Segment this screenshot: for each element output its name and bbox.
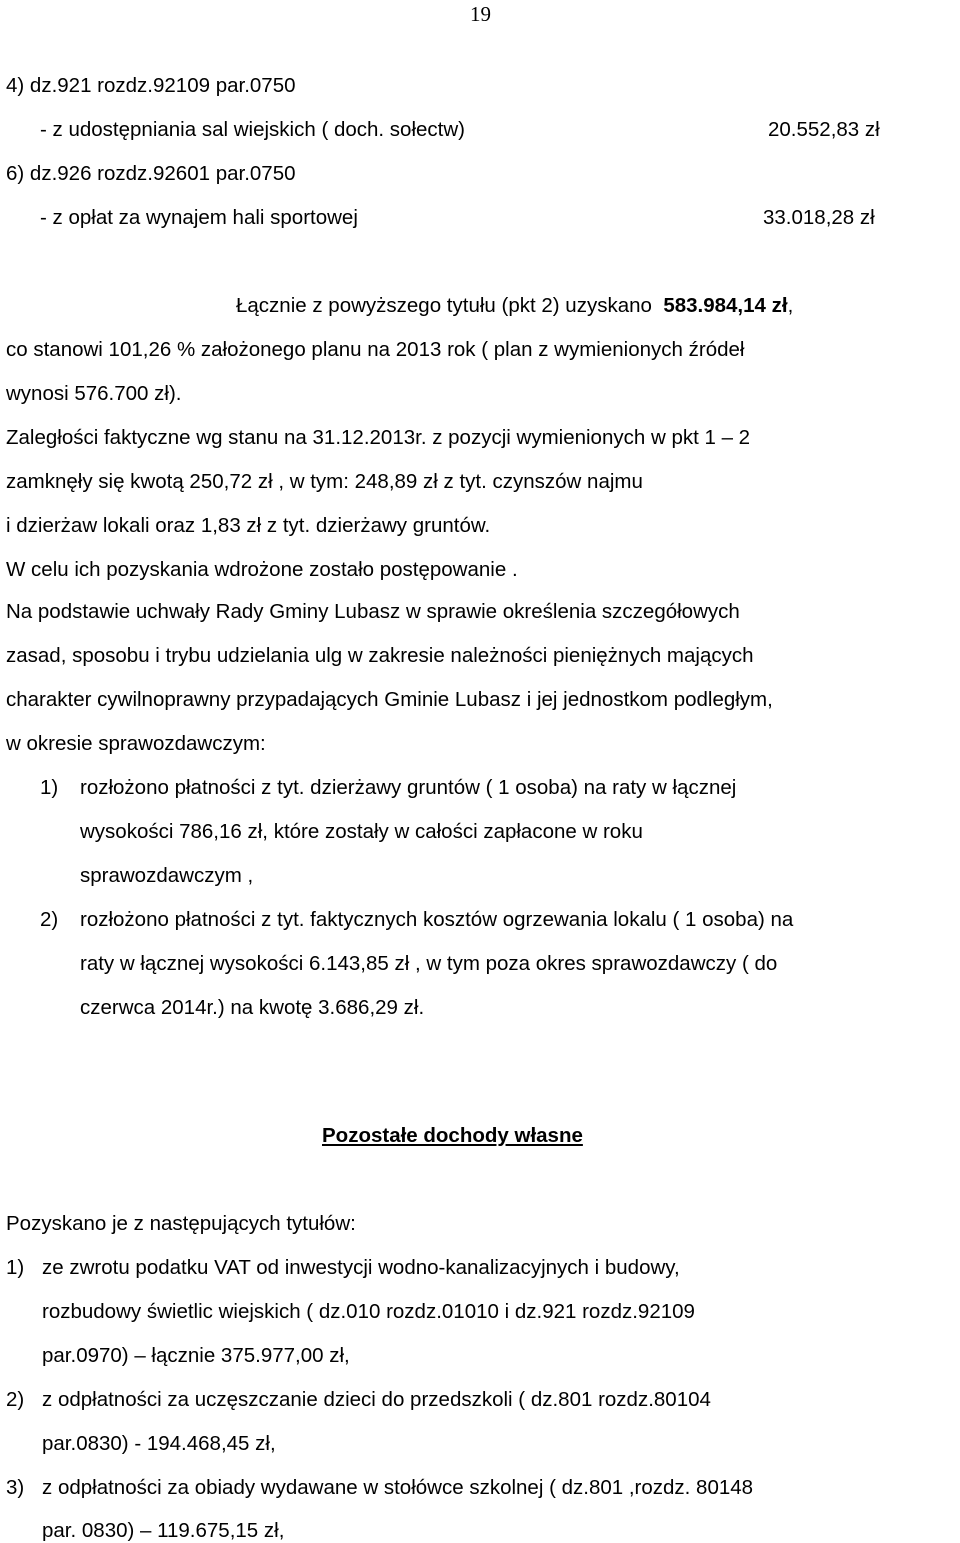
page-number: 19 [470,2,491,26]
list-item-text: wysokości 786,16 zł, które zostały w całości zapłacone w roku [80,820,643,843]
summary-line-2: co stanowi 101,26 % założonego planu na 2013 rok ( plan z wymienionych źródeł [6,338,745,361]
list-item-text: sprawozdawczym , [80,864,254,887]
resolution-line-1: Na podstawie uchwały Rady Gminy Lubasz w sprawie określenia szczegółowych [6,600,740,623]
item-4-heading: 4) dz.921 rozdz.92109 par.0750 [6,74,296,97]
arrears-line-2: zamknęły się kwotą 250,72 zł , w tym: 248,89 zł z tyt. czynszów najmu [6,470,643,493]
section-heading: Pozostałe dochody własne [322,1124,583,1147]
list-item-text: raty w łącznej wysokości 6.143,85 zł , w tym poza okres sprawozdawczy ( do [80,952,778,975]
resolution-line-3: charakter cywilnoprawny przypadających Gminie Lubasz i jej jednostkom podległym, [6,688,773,711]
item-4-amount: 20.552,83 zł [768,118,880,141]
list-item-text: par. 0830) – 119.675,15 zł, [42,1519,285,1542]
list-item-text: par.0970) – łącznie 375.977,00 zł, [42,1344,350,1367]
list-item-text: rozłożono płatności z tyt. dzierżawy gruntów ( 1 osoba) na raty w łącznej [80,776,737,799]
summary-line-3: wynosi 576.700 zł). [6,382,182,405]
list-number: 3) [6,1476,25,1499]
list-item-text: z odpłatności za obiady wydawane w stołówce szkolnej ( dz.801 ,rozdz. 80148 [42,1476,754,1499]
summary-amount: 583.984,14 zł [663,294,788,317]
list-item-text: rozbudowy świetlic wiejskich ( dz.010 rozdz.01010 i dz.921 rozdz.92109 [42,1300,695,1323]
summary-text: Łącznie z powyższego tytułu (pkt 2) uzyskano [236,294,652,317]
list-item-text: rozłożono płatności z tyt. faktycznych kosztów ogrzewania lokalu ( 1 osoba) na [80,908,794,931]
item-4-description: - z udostępniania sal wiejskich ( doch. sołectw) [40,118,465,141]
list-item-text: z odpłatności za uczęszczanie dzieci do przedszkoli ( dz.801 rozdz.80104 [42,1388,711,1411]
item-6-description: - z opłat za wynajem hali sportowej [40,206,358,229]
summary-tail: , [787,294,794,317]
item-6-amount: 33.018,28 zł [763,206,875,229]
arrears-line-4: W celu ich pozyskania wdrożone zostało postępowanie . [6,558,518,581]
summary-line-1 [236,294,793,318]
list-number: 1) [6,1256,25,1279]
item-6-heading: 6) dz.926 rozdz.92601 par.0750 [6,162,296,185]
list-number: 2) [6,1388,25,1411]
resolution-line-4: w okresie sprawozdawczym: [6,732,266,755]
list-number: 1) [40,776,59,799]
list-item-text: par.0830) - 194.468,45 zł, [42,1432,276,1455]
list-number: 2) [40,908,59,931]
list-item-text: czerwca 2014r.) na kwotę 3.686,29 zł. [80,996,425,1019]
resolution-line-2: zasad, sposobu i trybu udzielania ulg w zakresie należności pieniężnych mających [6,644,754,667]
arrears-line-3: i dzierżaw lokali oraz 1,83 zł z tyt. dzierżawy gruntów. [6,514,491,537]
arrears-line-1: Zaległości faktyczne wg stanu na 31.12.2013r. z pozycji wymienionych w pkt 1 – 2 [6,426,751,449]
other-income-intro: Pozyskano je z następujących tytułów: [6,1212,356,1235]
list-item-text: ze zwrotu podatku VAT od inwestycji wodno-kanalizacyjnych i budowy, [42,1256,680,1279]
